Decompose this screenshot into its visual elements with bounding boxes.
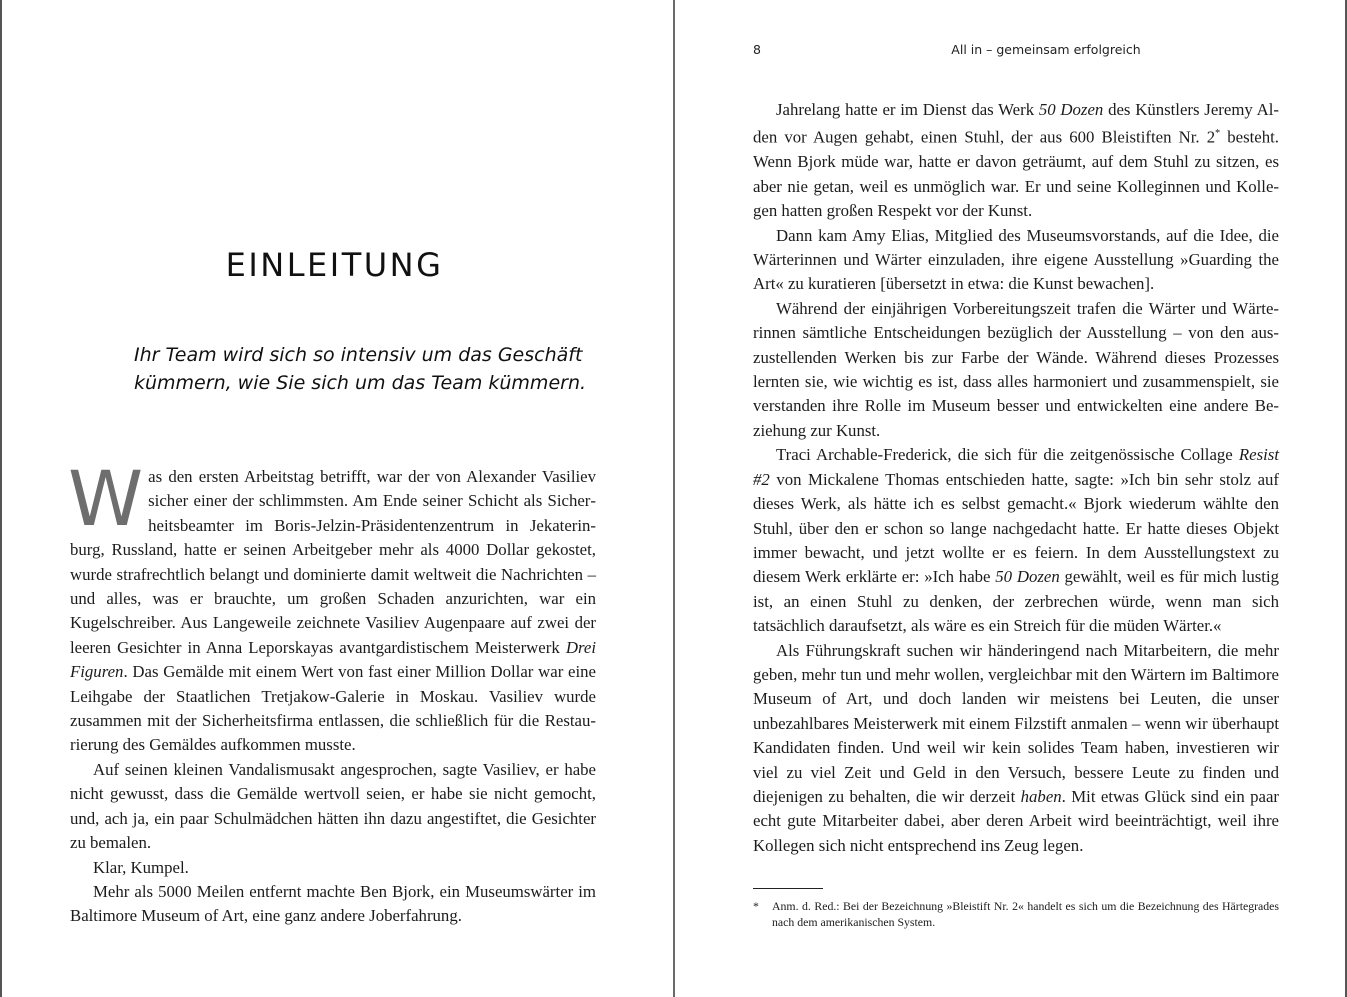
chapter-title: EINLEITUNG xyxy=(225,246,444,284)
footnote xyxy=(753,898,1279,930)
paragraph: Traci Archable-Frederick, die sich für die zeitgenössische Collage Resist #2 von Mickalene Thomas entschieden hatte, sagte: »Ich bin sehr stolz auf dieses Werk, als hätte ich es selbst gemacht.« Bjork wiederum wählte den Stuhl, über den er schon so lange nachgedacht hatte. Er hatte dieses Objekt immer bewacht, und jetzt wollte er es feiern. In dem Ausstellungstext zu diesem Werk erklärte er: »Ich habe 50 Dozen gewählt, weil es für mich lustig ist, an einen Stuhl zu denken, der zerbrechen würde, wenn man sich tatsächlich daraufsetzt, als wäre es ein Streich für die müden Wärter.« xyxy=(753,445,1280,636)
page-number: 8 xyxy=(753,42,761,57)
chapter-motto xyxy=(134,341,594,397)
footnote-reference[interactable]: * xyxy=(1215,128,1221,140)
left-page xyxy=(2,0,673,997)
running-head xyxy=(753,42,1279,62)
running-title: All in – gemeinsam erfolgreich xyxy=(951,42,1141,57)
paragraph: Während der einjährigen Vorbereitungszeit trafen die Wärter und Wärterinnen sämtliche Entscheidungen bezüglich der Ausstellung – von den auszustellenden Werken bis zur Farbe der Wände. Während dieses Prozesses lernten sie, wie wichtig es ist, dass alles harmoniert und zusammenspielt, sie verstanden ihre Rolle im Museum besser und entwickelten eine andere Beziehung zur Kunst. xyxy=(753,298,1279,440)
drop-cap: W xyxy=(68,454,144,543)
footnote-rule xyxy=(753,888,823,889)
right-page xyxy=(675,0,1345,997)
paragraph: Mehr als 5000 Meilen entfernt machte Ben Bjork, ein Museumswärter im Baltimore Museum of Art, eine ganz andere Joberfahrung. xyxy=(70,881,596,926)
footnote-text: Anm. d. Red.: Bei der Bezeichnung »Bleistift Nr. 2« handelt es sich um die Bezeichnung des Härtegrades nach dem amerikanischen System. xyxy=(772,899,1279,929)
paragraph: Dann kam Amy Elias, Mitglied des Museumsvorstands, auf die Idee, die Wärterinnen und Wärter einzuladen, ihre eigene Ausstellung »Guarding the Art« zu kuratieren [übersetzt in etwa: die Kunst bewachen]. xyxy=(753,225,1279,294)
paragraph: Klar, Kumpel. xyxy=(93,857,189,877)
paragraph: Auf seinen kleinen Vandalismusakt angesprochen, sagte Vasiliev, er habe nicht gewusst, dass die Gemälde wertvoll seien, er habe sie nicht gemocht, und, ach ja, ein paar Schulmädchen hätten ihn dazu angestiftet, die Gesichter zu bemalen. xyxy=(70,759,596,853)
left-body-text xyxy=(68,454,596,929)
right-body-text xyxy=(753,98,1279,858)
motto-line: Ihr Team wird sich so intensiv um das Geschäft xyxy=(134,344,583,366)
paragraph: Als Führungskraft suchen wir händeringend nach Mitarbeitern, die mehr geben, mehr tun und mehr wollen, vergleichbar mit den Wärtern im Baltimore Museum of Art, und doch landen wir meistens bei Leuten, die unser unbezahlbares Meisterwerk mit einem Filzstift anmalen – wenn wir überhaupt Kandidaten finden. Und weil wir kein solides Team haben, investieren wir viel zu viel Zeit und Geld in den Versuch, bessere Leute zu finden und diejenigen zu behalten, die wir derzeit haben. Mit etwas Glück sind ein paar echt gute Mitarbeiter dabei, aber deren Arbeit wird beeinträchtigt, weil ihre Kollegen sich nicht entsprechend ins Zeug legen. xyxy=(753,640,1280,855)
motto-line: kümmern, wie Sie sich um das Team kümmern. xyxy=(134,372,587,394)
footnote-marker: * xyxy=(753,899,759,913)
paragraph: Jahrelang hatte er im Dienst das Werk 50 Dozen des Künstlers Jeremy Alden vor Augen gehabt, einen Stuhl, der aus 600 Bleistiften Nr. 2* besteht. Wenn Bjork müde war, hatte er davon geträumt, auf dem Stuhl zu sitzen, es aber nie getan, weil es unmöglich war. Er und seine Kolleginnen und Kollegen hatten großen Respekt vor der Kunst. xyxy=(753,100,1279,221)
paragraph: Was den ersten Arbeitstag betrifft, war der von Alexander Vasiliev sicher einer der schlimmsten. Am Ende seiner Schicht als Sicherheitsbeamter im Boris-Jelzin-Präsidentenzentrum in Jekaterinburg, Russland, hatte er seinen Arbeitgeber mehr als 4000 Dollar gekostet, wurde strafrechtlich belangt und dominierte damit weltweit die Nachrichten – und alles, was er brauchte, um großen Schaden anzurichten, war ein Kugelschreiber. Aus Langeweile zeichnete Vasiliev Augenpaare auf zwei der leeren Gesichter in Anna Leporskayas avantgardistischem Meisterwerk Drei Figuren. Das Gemälde mit einem Wert von fast einer Million Dollar war eine Leihgabe der Staatlichen Tretjakow-Galerie in Moskau. Vasiliev wurde zusammen mit der Sicherheitsfirma entlassen, die schließlich für die Restaurierung des Gemäldes aufkommen musste. xyxy=(68,454,596,755)
